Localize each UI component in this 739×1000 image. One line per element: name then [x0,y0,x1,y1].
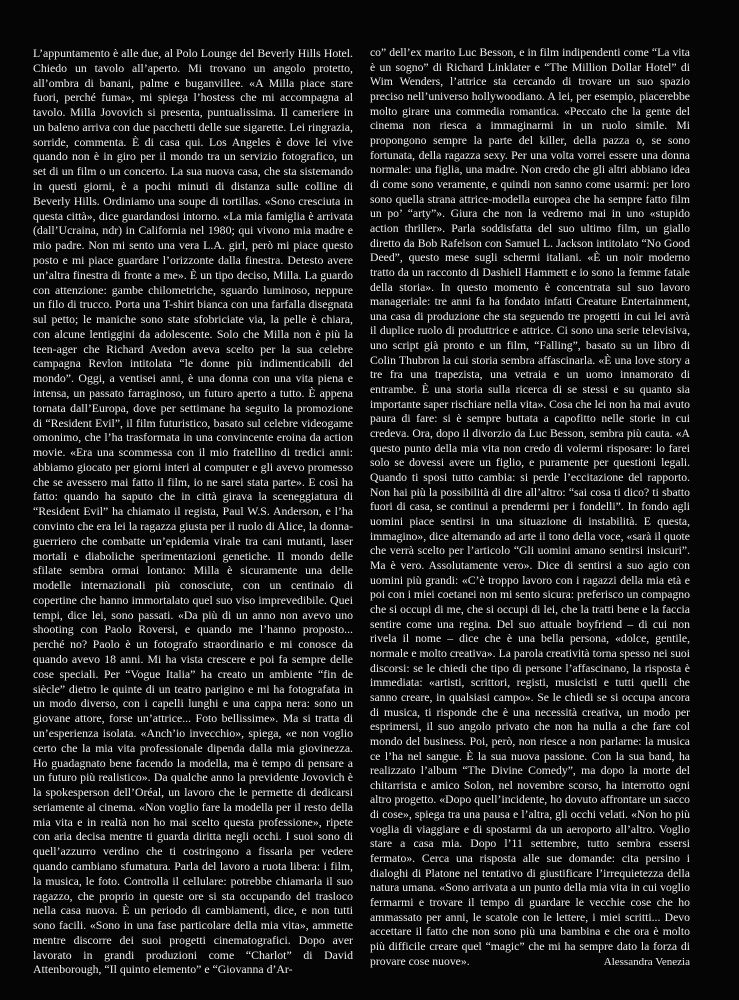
article-text-left: L’appuntamento è alle due, al Polo Lounge del Beverly Hills Hotel. Chiedo un tavolo all’aperto. Mi trovano un angolo protetto, all’ombra di banani, palme e buganvillee. «A Milla piace stare fuori, perché fuma», mi spiega l’hostess che mi accompagna al tavolo. Milla Jovovich si presenta, puntualissima. Il cameriere in un baleno arriva con due pacchetti delle sue sigarette. Lei ringrazia, sorride, commenta. È di casa qui. Los Angeles è dove lei vive quando non è in giro per il mondo tra un servizio fotografico, un set di un film o un concerto. La sua nuova casa, che sta sistemando in questi giorni, è a pochi minuti di distanza sulle colline di Beverly Hills. Ordiniamo una soupe di tortillas. «Sono cresciuta in questa città», dice guardandosi intorno. «La mia famiglia è arrivata (dall’Ucraina, ndr) in California nel 1980; qui vivono mia madre e mio padre. Non mi sento una vera L.A. girl, però mi piace questo posto e mi piace guardare l’orizzonte dalla finestra. Detesto avere un’altra finestra di fronte a me». È un tipo deciso, Milla. La guardo con attenzione: gambe chilometriche, sguardo luminoso, neppure un filo di trucco. Porta una T-shirt bianca con una farfalla disegnata sul petto; le maniche sono state sfobriciate via, la pelle è chiara, con alcune lentiggini da adolescente. Solo che Milla non è più la teen-ager che Richard Avedon aveva scelto per la sua celebre campagna Revlon intitolata “le donne più indimenticabili del mondo”. Oggi, a ventisei anni, è una donna con una vita piena e intensa, un passato farraginoso, un futuro aperto a tutto. È appena tornata dall’Europa, dove per settimane ha seguito la promozione di “Resident Evil”, il film futuristico, basato sul celebre videogame omonimo, che l’ha trasformata in una convincente eroina da action movie. «Era una scommessa con il mio fratellino di tredici anni: abbiamo giocato per giorni interi al computer e gli avevo promesso che se avessero mai fatto il film, io ne sarei stata parte». E così ha fatto: quando ha saputo che in città girava la sceneggiatura di “Resident Evil” ha chiamato il regista, Paul W.S. Anderson, e l’ha convinto che era lei la ragazza giusta per il ruolo di Alice, la donna-guerriero che combatte un’epidemia virale tra cani mutanti, laser mortali e diaboliche sperimentazioni genetiche. Il mondo delle sfilate sembra ormai lontano: Milla è sicuramente una delle modelle internazionali più conosciute, con un centinaio di copertine che hanno immortalato quel suo viso imprevedibile. Quei tempi, dice lei, sono passati. «Da più di un anno non avevo uno shooting con Paolo Roversi, e quando me l’hanno proposto... perché no? Paolo è un fotografo straordinario e mi conosce da quando avevo 18 anni. Mi ha vista crescere e poi fa sempre delle cose speciali. Per “Vogue Italia” ha creato un ambiente “fin de siècle” dietro le quinte di un teatro parigino e mi ha fotografata in un modo diverso, con i capelli lunghi e una cappa nera: sono un giovane attore, forse un’attrice... Foto bellissime». Ma si tratta di un’esperienza isolata. «Anch’io invecchio», spiega, «e non voglio certo che la mia vita professionale dipenda dalla mia giovinezza. Ho guadagnato bene facendo la modella, ma è tempo di pensare a un futuro più realistico». Da qualche anno la previdente Jovovich è la spokesperson dell’Oréal, un lavoro che le permette di dedicarsi seriamente al cinema. «Non voglio fare la modella per il resto della mia vita e in realtà non ho mai scelto questa professione», ripete con aria decisa mentre ti guarda diritta negli occhi. I suoi sono di quell’azzurro verdino che ti costringono a fissarla per vedere quando cambiano sfumatura. Parla del lavoro a ruota libera: i film, la musica, le foto. Controlla il cellulare: potrebbe chiamarla il suo ragazzo, che proprio in queste ore si sta occupando del trasloco nella casa nuova. È un periodo di cambiamenti, dice, e non tutti sono facili. «Sono in una fase particolare della mia vita», ammette mentre discorre dei suoi progetti cinematografici. Dopo aver lavorato in grandi produzioni come “Charlot” di David Attenborough, “Il quinto elemento” e “Giovanna d’Ar- [33,46,353,977]
author-byline: Alessandra Venezia [603,955,690,968]
article-column-left [33,46,353,977]
article-text-right [370,46,690,969]
article-text-right-body: co” dell’ex marito Luc Besson, e in film indipendenti come “La vita è un sogno” di Richard Linklater e “The Million Dollar Hotel” di Wim Wenders, l’attrice sta cercando di trovare un suo spazio preciso nell’universo hollywoodiano. A lei, per esempio, piacerebbe molto girare una commedia romantica. «Peccato che la gente del cinema non riesca a immaginarmi in un ruolo simile. Mi propongono sempre la parte del killer, della pazza o, se sono fortunata, della ragazza sexy. Per una volta vorrei essere una donna normale: una figlia, una madre. Non credo che gli altri abbiano idea di come sono veramente, e quindi non sanno come usarmi: per loro sono quella strana attrice-modella europea che ha sempre fatto film un po’ “arty”». Giura che non la vedremo mai in uno «stupido action thriller». Parla soddisfatta del suo ultimo film, un giallo diretto da Bob Rafelson con Samuel L. Jackson intitolato “No Good Deed”, questo mese sugli schermi italiani. «È un noir moderno tratto da un racconto di Dashiell Hammett e io sono la femme fatale della storia». In questo momento è concentrata sul suo lavoro manageriale: tre anni fa ha fondato infatti Creature Entertainment, una casa di produzione che sta seguendo tre progetti in cui lei avrà il duplice ruolo di produttrice e attrice. Ci sono una serie televisiva, uno script già pronto e un film, “Falling”, basato su un libro di Colin Thubron la cui storia sembra affascinarla. «È una love story a tre fra una trapezista, una vetraia e un uomo innamorato di entrambe. È una storia sulla ricerca di se stessi e su quanto sia importante saper rischiare nella vita». Cosa che lei non ha mai avuto paura di fare: si è sempre buttata a capofitto nelle storie in cui credeva. Ora, dopo il divorzio da Luc Besson, sembra più cauta. «A questo punto della mia vita non credo di volermi risposare: lo farei solo se dovessi avere un figlio, e puramente per questioni legali. Quando ti sposi tutto cambia: si perde l’eccitazione del rapporto. Non hai più la possibilità di dire all’altro: “sai cosa ti dico? ti sbatto fuori di casa, se continui a prendermi per i fondelli”. In fondo agli uomini piace sentirsi in una situazione di instabilità. E questa, immagino», dice alternando ad arte il tono della voce, «sarà il quote che verrà scelto per l’articolo “Gli uomini amano sentirsi insicuri”. Ma è vero. Assolutamente vero». Dice di sentirsi a suo agio con uomini più grandi: «C’è troppo lavoro con i ragazzi della mia età e poi con i miei coetanei non mi sento sicura: preferisco un compagno che si occupi di me, che si occupi di lei, che la tratti bene e la faccia sentire come una regina. Del suo attuale boyfriend – di cui non rivela il nome – dice che è una bella persona, «dolce, gentile, normale e molto creativa». La parola creatività torna spesso nei suoi discorsi: se le chiedi che tipo di persone l’affascinano, la risposta è immediata: «artisti, scrittori, registi, musicisti e tutti quelli che sanno creare, in qualsiasi campo». Se le chiedi se si occupa ancora di musica, ti risponde che è una necessità creativa, un modo per esprimersi, il suo angolo privato che non ha nulla a che fare col mondo del business. Poi, però, non riesce a non parlarne: la musica ce l’ha nel sangue. È la sua nuova passione. Con la sua band, ha realizzato l’album “The Divine Comedy”, ma dopo la morte del chitarrista e amico Solon, nel novembre scorso, ha interrotto ogni altro progetto. «Dopo quell’incidente, ho dovuto affrontare un sacco di cose», spiega tra una pausa e l’altra, gli occhi velati. «Non ho più voglia di viaggiare e di spostarmi da un aeroporto all’altro. Voglio stare a casa mia. Dopo l’11 settembre, tutto sembra essersi fermato». Cerca una risposta alle sue domande: cita persino i dialoghi di Platone nel tentativo di giustificare l’irrequietezza della natura umana. «Sono arrivata a un punto della mia vita in cui voglio fermarmi e trovare il tempo di guardare le vecchie cose che ho ammassato per anni, le scatole con le lettere, i miei scritti... Devo accettare il fatto che non sono più una bambina e che ora è molto più difficile creare quel “magic” che mi ha sempre dato la forza di provare cose nuove». [370,46,690,968]
article-column-right [370,46,690,969]
